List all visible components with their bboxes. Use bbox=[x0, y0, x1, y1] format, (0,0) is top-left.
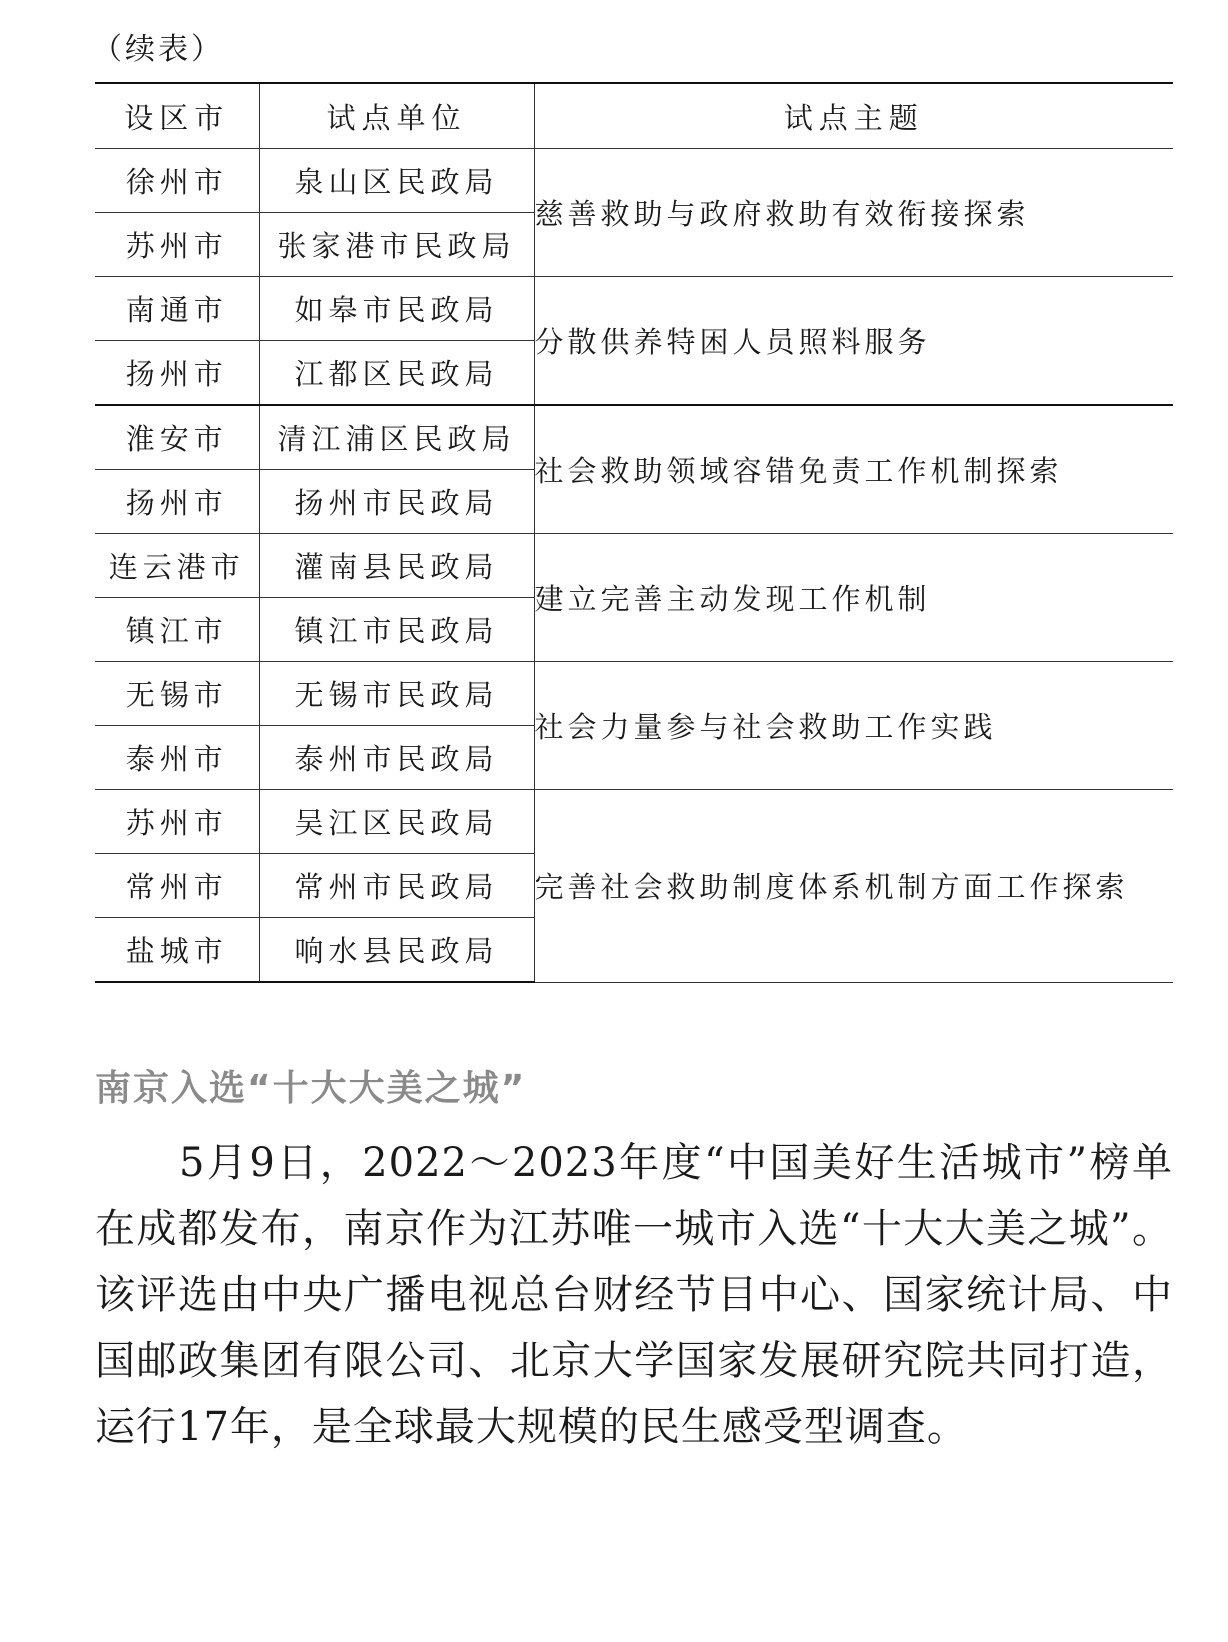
city-cell: 南通市 bbox=[95, 277, 259, 341]
header-unit: 试点单位 bbox=[259, 83, 534, 149]
unit-cell: 常州市民政局 bbox=[259, 854, 534, 918]
unit-cell: 无锡市民政局 bbox=[259, 662, 534, 726]
unit-cell: 扬州市民政局 bbox=[259, 470, 534, 534]
pilot-table bbox=[95, 82, 1173, 983]
unit-cell: 镇江市民政局 bbox=[259, 598, 534, 662]
city-cell: 泰州市 bbox=[95, 726, 259, 790]
city-cell: 扬州市 bbox=[95, 470, 259, 534]
unit-cell: 江都区民政局 bbox=[259, 341, 534, 406]
theme-cell: 慈善救助与政府救助有效衔接探索 bbox=[534, 149, 1173, 277]
city-cell: 淮安市 bbox=[95, 405, 259, 470]
unit-cell: 清江浦区民政局 bbox=[259, 405, 534, 470]
city-cell: 镇江市 bbox=[95, 598, 259, 662]
article-paragraph: 5月9日，2022～2023年度“中国美好生活城市”榜单在成都发布，南京作为江苏唯一城市入选“十大大美之城”。该评选由中央广播电视总台财经节目中心、国家统计局、中国邮政集团有限公司、北京大学国家发展研究院共同打造，运行17年，是全球最大规模的民生感受型调查。 bbox=[95, 1140, 1173, 1450]
city-cell: 苏州市 bbox=[95, 790, 259, 854]
unit-cell: 吴江区民政局 bbox=[259, 790, 534, 854]
theme-cell: 分散供养特困人员照料服务 bbox=[534, 277, 1173, 406]
theme-cell: 完善社会救助制度体系机制方面工作探索 bbox=[534, 790, 1173, 983]
table-row bbox=[95, 149, 1173, 213]
city-cell: 苏州市 bbox=[95, 213, 259, 277]
table-row bbox=[95, 405, 1173, 470]
unit-cell: 泉山区民政局 bbox=[259, 149, 534, 213]
city-cell: 连云港市 bbox=[95, 534, 259, 598]
table-row bbox=[95, 790, 1173, 854]
city-cell: 扬州市 bbox=[95, 341, 259, 406]
table-row bbox=[95, 662, 1173, 726]
table-row bbox=[95, 277, 1173, 341]
table-header-row bbox=[95, 83, 1173, 149]
city-cell: 常州市 bbox=[95, 854, 259, 918]
city-cell: 徐州市 bbox=[95, 149, 259, 213]
theme-cell: 社会救助领域容错免责工作机制探索 bbox=[534, 405, 1173, 534]
header-city: 设区市 bbox=[95, 83, 259, 149]
continuation-label: （续表） bbox=[92, 32, 224, 67]
unit-cell: 如皋市民政局 bbox=[259, 277, 534, 341]
unit-cell: 张家港市民政局 bbox=[259, 213, 534, 277]
theme-cell: 社会力量参与社会救助工作实践 bbox=[534, 662, 1173, 790]
unit-cell: 响水县民政局 bbox=[259, 918, 534, 983]
city-cell: 盐城市 bbox=[95, 918, 259, 983]
city-cell: 无锡市 bbox=[95, 662, 259, 726]
header-theme: 试点主题 bbox=[534, 83, 1173, 149]
unit-cell: 灌南县民政局 bbox=[259, 534, 534, 598]
theme-cell: 建立完善主动发现工作机制 bbox=[534, 534, 1173, 662]
section-title: 南京入选“十大大美之城” bbox=[95, 1068, 527, 1109]
unit-cell: 泰州市民政局 bbox=[259, 726, 534, 790]
table-row bbox=[95, 534, 1173, 598]
